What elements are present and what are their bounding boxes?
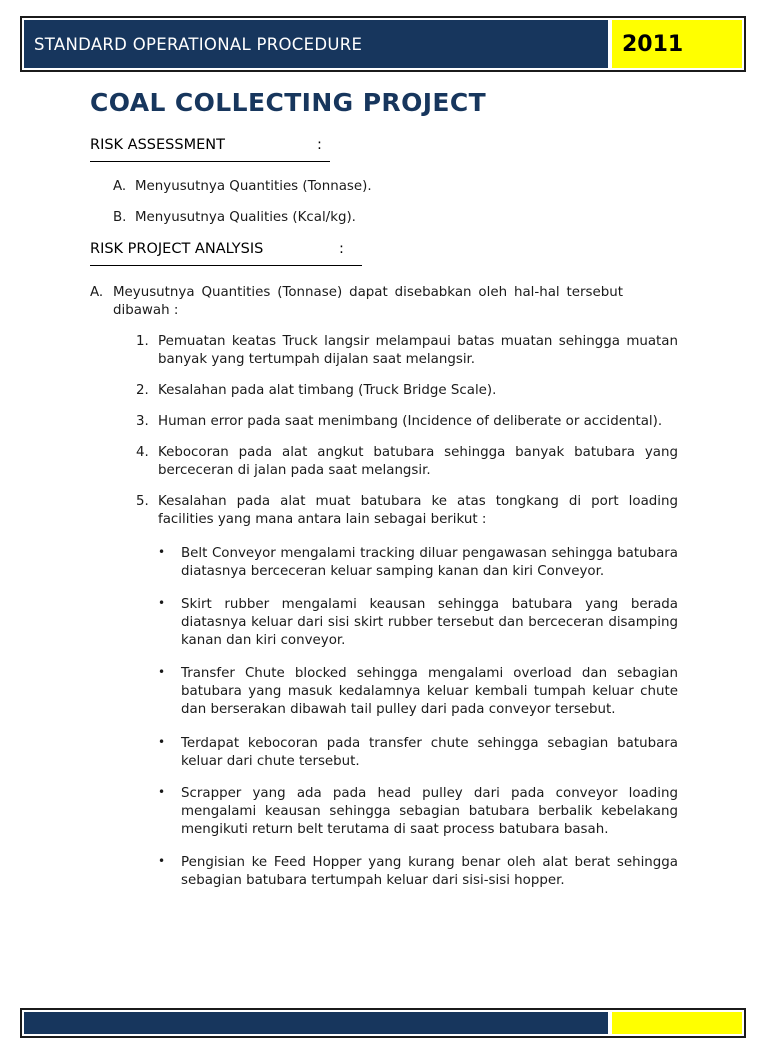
risk-assessment-item-a: Menyusutnya Quantities (Tonnase). <box>135 179 372 194</box>
bullet-1: • <box>158 545 166 559</box>
numbered-marker-3: 3. <box>136 414 149 429</box>
numbered-marker-4: 4. <box>136 445 149 460</box>
bullet-2: • <box>158 596 166 610</box>
bullet-3: • <box>158 665 166 679</box>
numbered-marker-1: 1. <box>136 334 149 349</box>
document-type-title: STANDARD OPERATIONAL PROCEDURE <box>24 20 608 68</box>
risk-assessment-colon: : <box>317 137 322 153</box>
numbered-item-3: Human error pada saat menimbang (Incidence of deliberate or accidental). <box>158 414 663 429</box>
risk-analysis-colon: : <box>339 241 344 257</box>
risk-analysis-label: RISK PROJECT ANALYSIS <box>90 241 264 257</box>
footer-band-right <box>612 1012 742 1034</box>
risk-analysis-heading <box>90 241 362 266</box>
bullet-item-1: Belt Conveyor mengalami tracking diluar pengawasan sehingga batubara diatasnya berceceran keluar samping kanan dan kiri Conveyor. <box>181 546 678 579</box>
numbered-item-4: Kebocoran pada alat angkut batubara sehingga banyak batubara yang berceceran di jalan pada saat melangsir. <box>158 445 678 478</box>
analysis-item-a: Meyusutnya Quantities (Tonnase) dapat disebabkan oleh hal-hal tersebut dibawah : <box>113 285 623 318</box>
page-title: COAL COLLECTING PROJECT <box>90 88 487 117</box>
bullet-item-5: Scrapper yang ada pada head pulley dari pada conveyor loading mengalami keausan sehingga sebagian batubara berbalik kebelakang mengikuti return belt terutama di saat process batubara basah. <box>181 786 678 837</box>
bullet-5: • <box>158 785 166 799</box>
risk-assessment-item-b: Menyusutnya Qualities (Kcal/kg). <box>135 210 356 225</box>
numbered-item-1: Pemuatan keatas Truck langsir melampaui batas muatan sehingga muatan banyak yang tertumpah dijalan saat melangsir. <box>158 334 678 367</box>
numbered-item-5: Kesalahan pada alat muat batubara ke atas tongkang di port loading facilities yang mana antara lain sebagai berikut : <box>158 494 678 527</box>
bullet-item-2: Skirt rubber mengalami keausan sehingga batubara yang berada diatasnya keluar dari sisi skirt rubber tersebut dan berceceran disamping kanan dan kiri conveyor. <box>181 597 678 648</box>
numbered-marker-5: 5. <box>136 494 149 509</box>
analysis-marker-a: A. <box>90 285 104 300</box>
bullet-item-4: Terdapat kebocoran pada transfer chute sehingga sebagian batubara keluar dari chute tersebut. <box>181 736 678 769</box>
year-badge: 2011 <box>612 20 742 68</box>
footer-band <box>20 1008 746 1038</box>
bullet-item-3: Transfer Chute blocked sehingga mengalami overload dan sebagian batubara yang masuk kedalamnya keluar kembali tumpah keluar chute dan berserakan dibawah tail pulley dari pada conveyor tersebut. <box>181 666 678 717</box>
bullet-item-6: Pengisian ke Feed Hopper yang kurang benar oleh alat berat sehingga sebagian batubara tertumpah keluar dari sisi-sisi hopper. <box>181 855 678 888</box>
risk-assessment-marker-a: A. <box>113 179 127 194</box>
bullet-4: • <box>158 735 166 749</box>
risk-assessment-heading <box>90 137 330 162</box>
header-band <box>20 16 746 72</box>
bullet-6: • <box>158 854 166 868</box>
numbered-item-2: Kesalahan pada alat timbang (Truck Bridge Scale). <box>158 383 497 398</box>
risk-assessment-label: RISK ASSESSMENT <box>90 137 225 153</box>
footer-band-left <box>24 1012 608 1034</box>
risk-assessment-marker-b: B. <box>113 210 127 225</box>
numbered-marker-2: 2. <box>136 383 149 398</box>
